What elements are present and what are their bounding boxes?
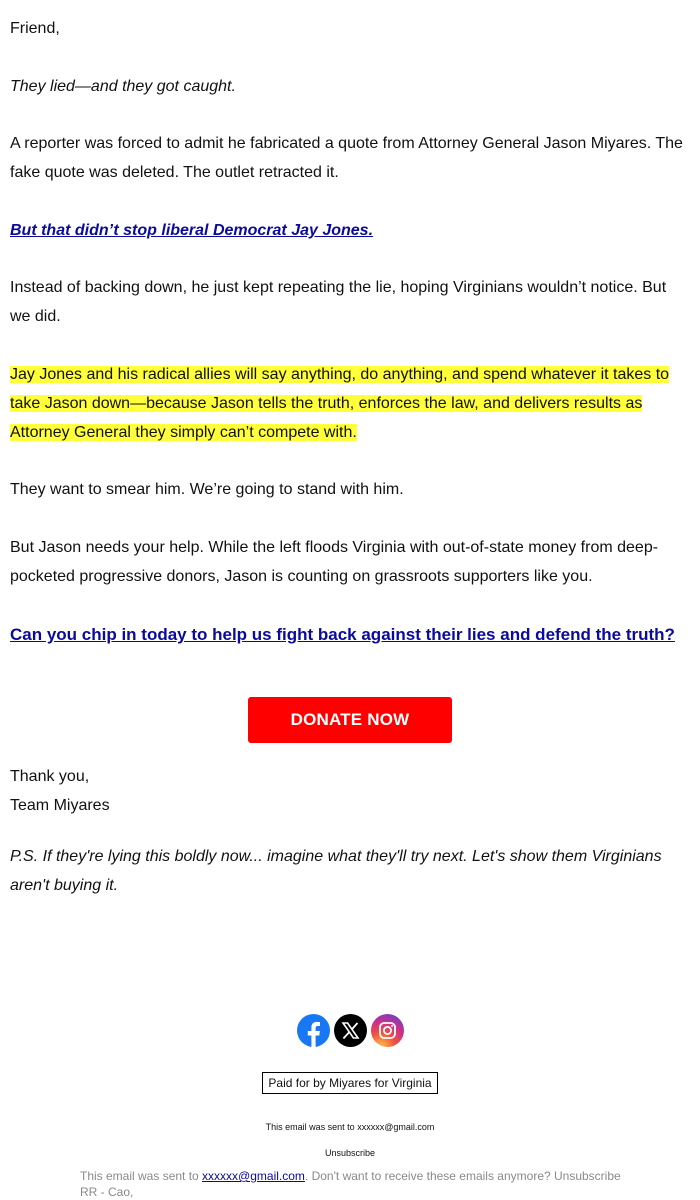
chip-in-link[interactable]: Can you chip in today to help us fight back against their lies and defend the truth?: [10, 625, 675, 644]
x-twitter-icon[interactable]: [334, 1014, 367, 1047]
paragraph-highlight: [10, 360, 686, 447]
sent-to-notice: This email was sent to xxxxxx@gmail.com: [265, 1122, 435, 1132]
paragraph-smear: They want to smear him. We’re going to stand with him.: [10, 481, 404, 498]
social-links: [297, 1014, 404, 1047]
cta-link-paragraph: [10, 620, 686, 649]
instagram-icon[interactable]: [371, 1014, 404, 1047]
footer-notice: [80, 1168, 680, 1184]
footer-sent-prefix: This email was sent to: [80, 1169, 203, 1183]
footer-line2: RR - Cao,: [80, 1185, 134, 1199]
headline-lied: They lied—and they got caught.: [10, 78, 236, 95]
paragraph-help: But Jason needs your help. While the left floods Virginia with out-of-state money from deep-pocketed progressive donors, Jason is counting on grassroots supporters like you.: [10, 539, 659, 585]
sign-team: Team Miyares: [10, 797, 110, 814]
paragraph-instead: Instead of backing down, he just kept repeating the lie, hoping Virginians wouldn’t notice. But we did.: [10, 279, 667, 325]
donate-now-button[interactable]: DONATE NOW: [248, 697, 452, 743]
footer-unsubscribe-text[interactable]: . Don't want to receive these emails anymore? Unsubscribe: [304, 1169, 621, 1183]
highlighted-text: Jay Jones and his radical allies will say anything, do anything, and spend whatever it takes to take Jason down—because Jason tells the truth, enforces the law, and delivers results as Attorney General they simply can’t compete with.: [10, 366, 670, 441]
paid-for-disclaimer: Paid for by Miyares for Virginia: [262, 1072, 438, 1094]
paragraph-reporter: A reporter was forced to admit he fabricated a quote from Attorney General Jason Miyares. The fake quote was deleted. The outlet retracted it.: [10, 135, 683, 181]
jones-link[interactable]: But that didn’t stop liberal Democrat Jay Jones.: [10, 222, 374, 239]
greeting: Friend,: [10, 20, 60, 37]
jones-link-paragraph: [10, 216, 686, 245]
facebook-icon[interactable]: [297, 1014, 330, 1047]
postscript: P.S. If they're lying this boldly now... imagine what they'll try next. Let's show them Virginians aren't buying it.: [10, 848, 662, 894]
footer-email-link[interactable]: xxxxxx@gmail.com: [202, 1169, 305, 1183]
sign-thanks: Thank you,: [10, 768, 90, 785]
unsubscribe-link-small[interactable]: Unsubscribe: [324, 1148, 376, 1158]
